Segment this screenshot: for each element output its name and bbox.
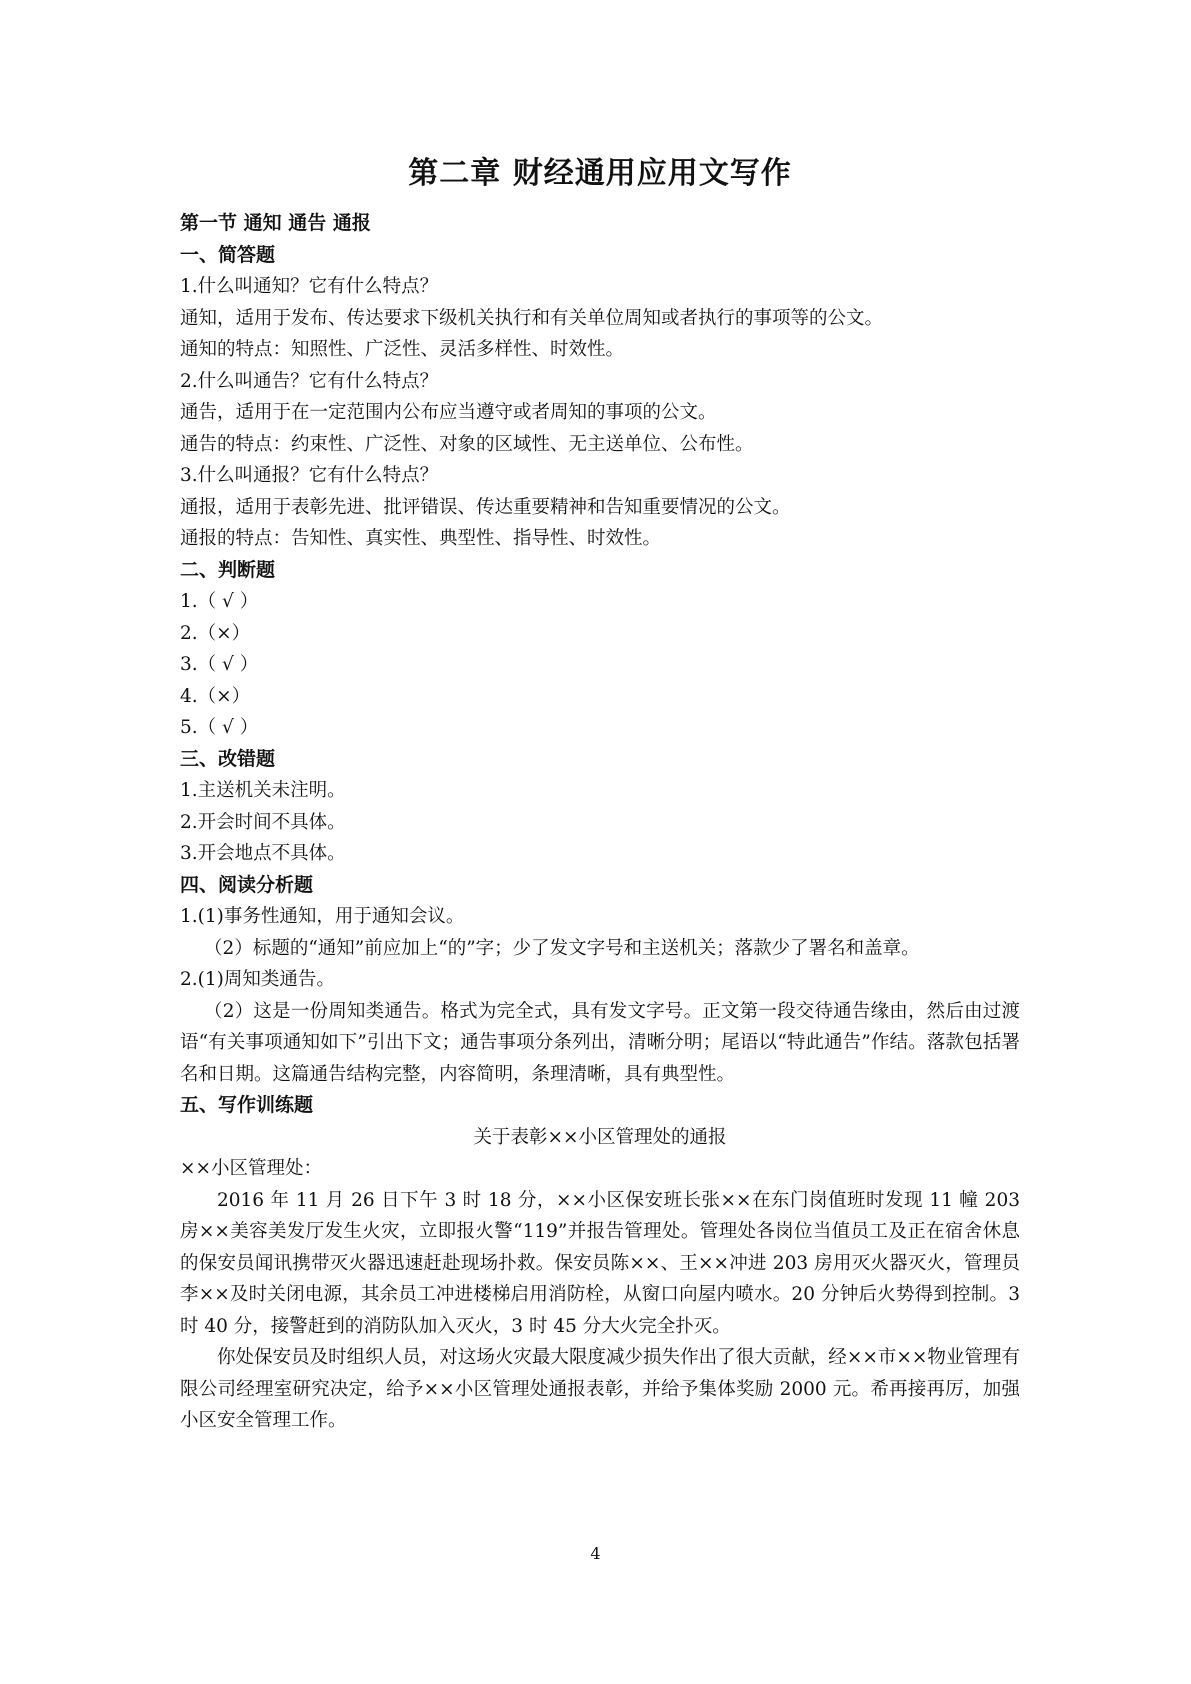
correction-answer: 3.开会地点不具体。 — [180, 843, 346, 864]
part4-heading: 四、阅读分析题 — [180, 873, 314, 896]
analysis-paragraph: （2）标题的“通知”前应加上“的”字；少了发文字号和主送机关；落款少了署名和盖章。 — [204, 937, 920, 959]
part1-line: 通告的特点：约束性、广泛性、对象的区域性、无主送单位、公布性。 — [180, 433, 754, 455]
part1-heading: 一、简答题 — [180, 243, 276, 266]
correction-answer: 2.开会时间不具体。 — [180, 811, 346, 833]
part1-line: 3.什么叫通报？它有什么特点？ — [180, 465, 439, 486]
notice-title: 关于表彰××小区管理处的通报 — [473, 1126, 727, 1148]
correction-answer: 1.主送机关未注明。 — [180, 780, 346, 801]
part2-heading: 二、判断题 — [180, 558, 276, 581]
part1-line: 2.什么叫通告？它有什么特点？ — [180, 370, 439, 392]
judgement-answer: 1.（ √ ） — [180, 591, 259, 612]
section-title: 第一节 通知 通告 通报 — [180, 212, 371, 234]
page-number: 4 — [590, 1544, 601, 1563]
notice-paragraph: 你处保安员及时组织人员，对这场火灾最大限度减少损失作出了很大贡献，经××市××物业管理有限公司经理室研究决定，给予××小区管理处通报表彰，并给予集体奖励 2000 元。希再接再厉，加强小区安全管理工作。 — [180, 1347, 1020, 1431]
notice-paragraph: 2016 年 11 月 26 日下午 3 时 18 分，××小区保安班长张××在东门岗值班时发现 11 幢 203 房××美容美发厅发生火灾，立即报火警“119”并报告管理处。管理处各岗位当值员工及正在宿舍休息的保安员闻讯携带灭火器迅速赶赴现场扑救。保安员陈××、王××冲进 203 房用灭火器灭火，管理员李××及时关闭电源，其余员工冲进楼梯启用消防栓，从窗口向屋内喷水。20 分钟后火势得到控制。3 时 40 分，接警赶到的消防队加入灭火，3 时 45 分大火完全扑灭。 — [180, 1189, 1020, 1337]
notice-recipient: ××小区管理处： — [180, 1158, 323, 1179]
part1-line: 1.什么叫通知？它有什么特点？ — [180, 276, 439, 297]
part1-line: 通告，适用于在一定范围内公布应当遵守或者周知的事项的公文。 — [180, 402, 717, 423]
part1-line: 通报，适用于表彰先进、批评错误、传达重要精神和告知重要情况的公文。 — [180, 496, 791, 518]
analysis-paragraph: （2）这是一份周知类通告。格式为完全式，具有发文字号。正文第一段交待通告缘由，然后由过渡语“有关事项通知如下”引出下文；通告事项分条列出，清晰分明；尾语以“特此通告”作结。落款包括署名和日期。这篇通告结构完整，内容简明，条理清晰，具有典型性。 — [180, 1000, 1020, 1085]
document-body — [180, 208, 1020, 1437]
chapter-title: 第二章 财经通用应用文写作 — [408, 156, 792, 191]
part3-heading: 三、改错题 — [180, 747, 276, 770]
judgement-answer: 2.（×） — [180, 622, 251, 644]
part1-line: 通知，适用于发布、传达要求下级机关执行和有关单位周知或者执行的事项等的公文。 — [180, 307, 884, 329]
judgement-answer: 4.（×） — [180, 685, 251, 707]
judgement-answer: 5.（ √ ） — [180, 717, 259, 738]
part1-line: 通报的特点：告知性、真实性、典型性、指导性、时效性。 — [180, 528, 662, 549]
judgement-answer: 3.（ √ ） — [180, 654, 259, 675]
part5-heading: 五、写作训练题 — [180, 1094, 314, 1116]
analysis-line: 2.(1)周知类通告。 — [180, 969, 335, 990]
analysis-line: 1.(1)事务性通知，用于通知会议。 — [180, 906, 465, 927]
part1-line: 通知的特点：知照性、广泛性、灵活多样性、时效性。 — [180, 339, 625, 360]
